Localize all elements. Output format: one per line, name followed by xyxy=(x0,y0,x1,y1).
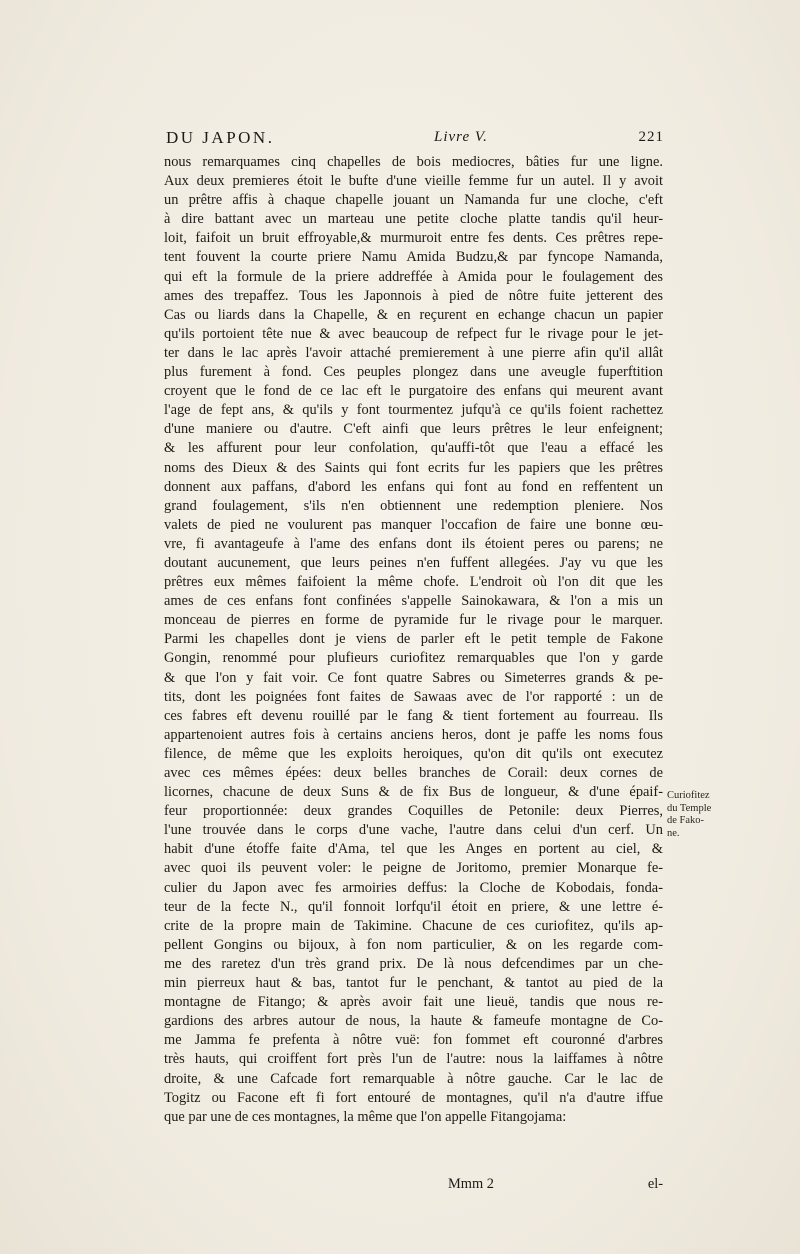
text-line: teur de la fecte N., qu'il fonnoit lorfqu'il étoit en priere, & une lettre é- xyxy=(164,898,663,915)
text-line: crite de la propre main de Takimine. Chacune de ces curiofitez, qu'ils ap- xyxy=(164,917,663,934)
text-line: gardions des arbres autour de nous, la haute & fameufe montagne de Co- xyxy=(164,1013,663,1030)
text-line: nous remarquames cinq chapelles de bois mediocres, bâties fur une ligne. xyxy=(164,154,663,170)
text-line: qui eft la formule de la priere addreffée à Amida pour le foulagement des xyxy=(164,268,663,285)
text-line: Cas ou liards dans la Chapelle, & en reçurent en echange chacun un papier xyxy=(164,306,663,323)
text-line: d'une maniere ou d'autre. C'eft ainfi que leurs prêtres le leur enfeignent; xyxy=(164,421,663,438)
text-line: pellent Gongins ou bijoux, à fon nom particulier, & on les regarde com- xyxy=(164,936,663,953)
text-line: avec ces mêmes épées: deux belles branches de Corail: deux cornes de xyxy=(164,765,663,781)
text-line: me Jamma fe prefenta à nôtre vuë: fon fommet eft couronné d'arbres xyxy=(164,1032,663,1049)
margin-note-line: de Fako- xyxy=(667,815,705,826)
text-line: droite, & une Cafcade fort remarquable à nôtre gauche. Car le lac de xyxy=(164,1070,663,1087)
text-line: croyent que le fond de ce lac eft le purgatoire des enfans qui meurent avant xyxy=(164,383,663,400)
text-line: & que l'on y fait voir. Ce font quatre Sabres ou Simeterres grands & pe- xyxy=(164,669,663,686)
text-line: Parmi les chapelles dont je viens de parler eft le petit temple de Fakone xyxy=(164,631,663,648)
text-line: très hauts, qui croiffent fort près l'un de l'autre: nous la laiffames à nôtre xyxy=(164,1051,663,1068)
text-line: l'une trouvée dans le corps d'une vache, l'autre dans celui d'un cerf. Un xyxy=(164,822,663,839)
text-line: à dire battant avec un marteau une petite cloche platte tandis qu'il heur- xyxy=(164,211,663,228)
body-text xyxy=(164,153,663,1127)
margin-note-line: Curiofitez xyxy=(667,790,710,801)
text-line: ames des trepaffez. Tous les Japonnois à pied de nôtre fuite jetterent des xyxy=(164,287,663,304)
text-line: tits, dont les poignées font faites de Sawaas avec de l'or rapporté : un de xyxy=(164,688,663,705)
book-label: Livre V. xyxy=(434,129,488,145)
text-line: monceau de pierres en forme de pyramide fur le rivage pour le marquer. xyxy=(164,612,663,629)
text-line: Togitz ou Facone eft fi fort entouré de montagnes, qu'il n'a d'autre iffue xyxy=(164,1089,663,1106)
text-line: min pierreux haut & bas, tantot fur le penchant, & tantot au pied de la xyxy=(164,975,663,992)
text-line: l'age de fept ans, & qu'ils y font tourmentez jufqu'à ce qu'ils foient rachettez xyxy=(164,402,663,419)
text-line: grand foulagement, s'ils n'en obtiennent une redemption pleniere. Nos xyxy=(164,497,663,514)
page-number: 221 xyxy=(638,129,664,145)
text-line: culier du Japon avec fes armoiries deffus: la Cloche de Kobodais, fonda- xyxy=(164,879,663,896)
text-line: filence, de même que les exploits heroiques, qu'on dit qu'ils ont executez xyxy=(164,745,663,762)
text-line: donnent aux paffans, d'abord les enfans qui font au fond en reffentent un xyxy=(164,478,663,495)
text-line: feur proportionnée: deux grandes Coquilles de Petonile: deux Pierres, xyxy=(164,803,663,820)
text-line: vre, fi avantageufe à l'ame des enfans dont ils étoient peres ou parens; ne xyxy=(164,535,663,552)
text-line: prêtres eux mêmes faifoient la même chofe. L'endroit où l'on dit que les xyxy=(164,574,663,591)
catchword: el- xyxy=(647,1176,663,1192)
text-line: avec quoi ils peuvent voler: le peigne de Joritomo, premier Monarque fe- xyxy=(164,860,663,877)
text-line: plus furement à fond. Ces peuples plongez dans une aveugle fuperftition xyxy=(164,364,663,381)
text-line: Gongin, renommé pour plufieurs curiofitez remarquables que l'on y garde xyxy=(164,650,663,667)
page-header xyxy=(164,128,664,152)
text-line: qu'ils portoient tête nue & avec beaucoup de refpect fur le rivage pour le jet- xyxy=(164,325,663,342)
text-line: loit, faifoit un bruit effroyable,& murmuroit entre fes dents. Ces prêtres repe- xyxy=(164,230,663,247)
text-line: Aux deux premieres étoit le bufte d'une vieille femme fur un autel. Il y avoit xyxy=(164,173,663,190)
signature-mark: Mmm 2 xyxy=(448,1176,494,1192)
running-head: DU JAPON. xyxy=(166,128,275,147)
text-line: ames de ces enfans font confinées s'appelle Sainokawara, & l'on a mis un xyxy=(164,593,663,610)
text-line: valets de pied ne voulurent pas manquer l'occafion de faire une bonne œu- xyxy=(164,516,663,533)
margin-note-line: du Temple xyxy=(667,802,712,814)
text-line: un prêtre affis à chaque chapelle jouant un Namanda fur une cloche, c'eft xyxy=(164,192,663,209)
text-line: montagne de Fitango; & après avoir fait une lieuë, tandis que nous re- xyxy=(164,994,663,1011)
text-line: & les affurent pour leur confolation, qu'auffi-tôt que l'eau a effacé les xyxy=(164,440,663,457)
text-line: que par une de ces montagnes, la même que l'on appelle Fitangojama: xyxy=(164,1108,567,1125)
text-line: licornes, chacune de deux Suns & de fix Bus de longueur, & d'une épaif- xyxy=(164,784,663,801)
text-line: appartenoient autres fois à certains anciens heros, dont je paffe les noms fous xyxy=(164,726,663,743)
text-line: habit d'une étoffe faite d'Ama, tel que les Anges en portent au ciel, & xyxy=(164,841,663,858)
text-line: ces fabres eft devenu rouillé par le fang & tient fortement au fourreau. Ils xyxy=(164,707,663,724)
text-line: me des raretez d'un très grand prix. De là nous defcendimes par un che- xyxy=(164,955,663,972)
catchline xyxy=(164,1176,663,1196)
text-line: tent fouvent la courte priere Namu Amida Budzu,& par fyncope Namanda, xyxy=(164,249,663,266)
text-line: noms des Dieux & des Saints qui font ecrits fur les papiers que les prêtres xyxy=(164,459,663,476)
margin-note xyxy=(667,790,723,840)
text-line: ter dans le lac après l'avoir attaché premierement à une pierre afin qu'il allât xyxy=(164,344,663,361)
text-line: doutant aucunement, que leurs peines n'en fuffent allegées. J'ay vu que les xyxy=(164,554,663,571)
margin-note-line: ne. xyxy=(667,827,680,839)
